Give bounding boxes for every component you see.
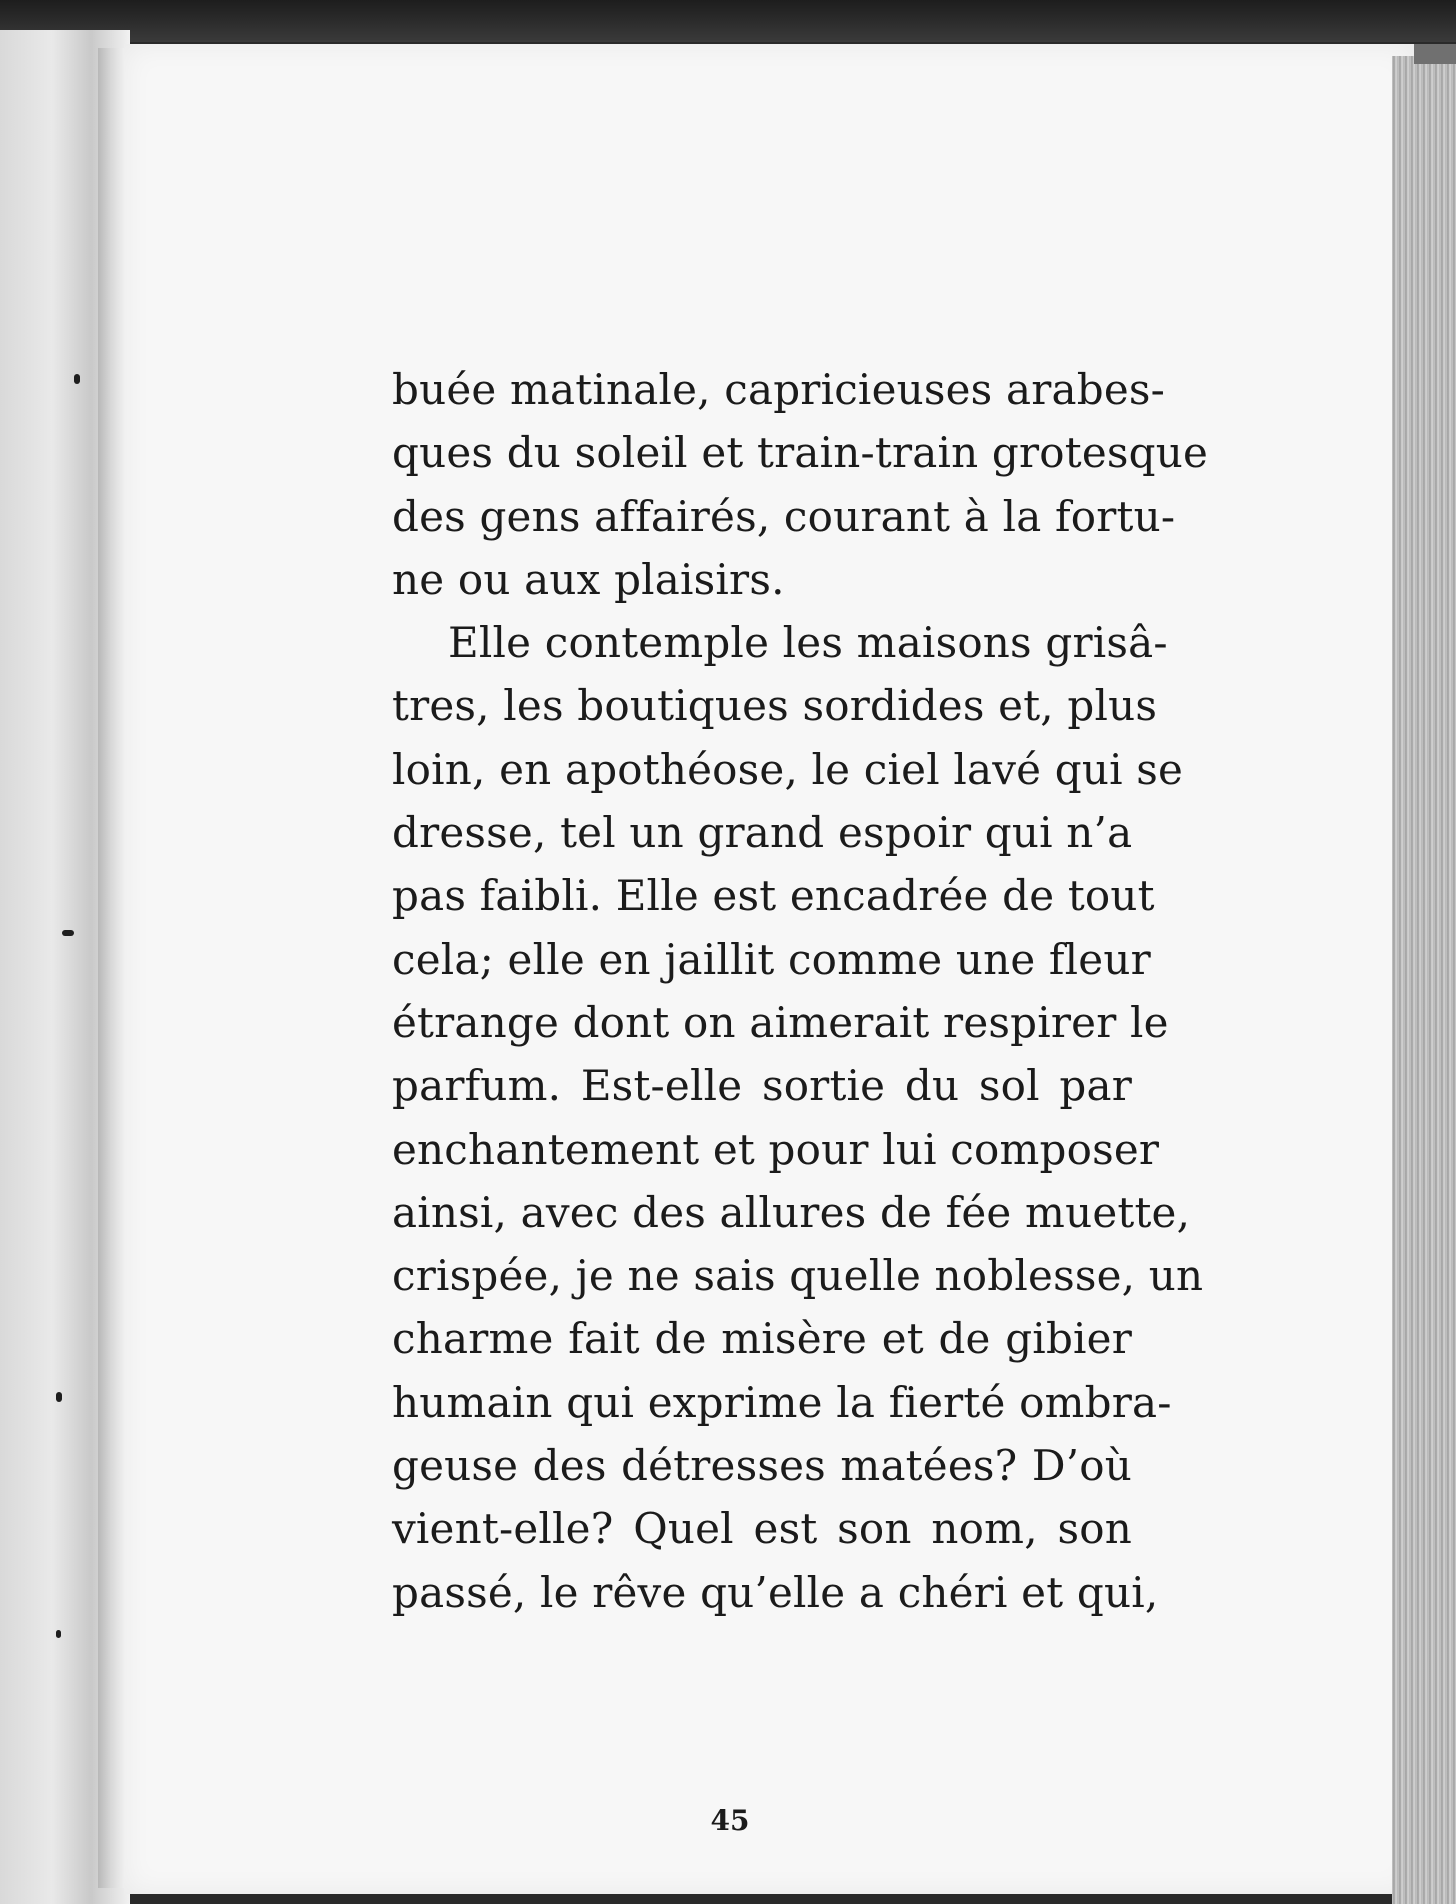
scan-speck (56, 1630, 61, 1638)
scan-speck (74, 374, 80, 384)
binding-shadow (98, 48, 124, 1888)
text-line: vient-elle? Quel est son nom, son (392, 1504, 1132, 1554)
text-line: passé, le rêve qu’elle a chéri et qui, (392, 1567, 1159, 1617)
page-stack-top (1414, 44, 1456, 64)
page-number: 45 (710, 1804, 750, 1837)
text-line: ne ou aux plaisirs. (392, 554, 785, 604)
text-line: buée matinale, capricieuses arabes- (392, 365, 1166, 414)
text-line: crispée, je ne sais quelle noblesse, un (392, 1251, 1204, 1301)
text-line: tres, les boutiques sordides et, plus (392, 681, 1158, 731)
right-page-stack (1392, 56, 1456, 1904)
scan-speck (56, 1392, 62, 1402)
text-line: Elle contemple les maisons grisâ- (448, 618, 1168, 668)
scan-speck (62, 930, 74, 936)
text-line: dresse, tel un grand espoir qui n’a (392, 808, 1133, 858)
text-line: charme fait de misère et de gibier (392, 1314, 1132, 1364)
text-line: ainsi, avec des allures de fée muette, (392, 1187, 1191, 1237)
text-line: enchantement et pour lui composer (392, 1124, 1160, 1174)
text-line: ques du soleil et train-train grotesque (392, 428, 1209, 478)
body-text (392, 358, 1209, 1624)
scanner-background (0, 0, 1456, 42)
text-line: cela; elle en jaillit comme une fleur (392, 934, 1151, 984)
text-line: pas faibli. Elle est encadrée de tout (392, 871, 1155, 921)
text-line: loin, en apothéose, le ciel lavé qui se (392, 744, 1184, 794)
text-line: étrange dont on aimerait respirer le (392, 997, 1169, 1047)
text-line: geuse des détresses matées? D’où (392, 1441, 1132, 1491)
text-line: parfum. Est-elle sortie du sol par (392, 1061, 1132, 1111)
text-line: humain qui exprime la fierté ombra- (392, 1377, 1172, 1427)
text-line: des gens affairés, courant à la fortu- (392, 491, 1176, 541)
